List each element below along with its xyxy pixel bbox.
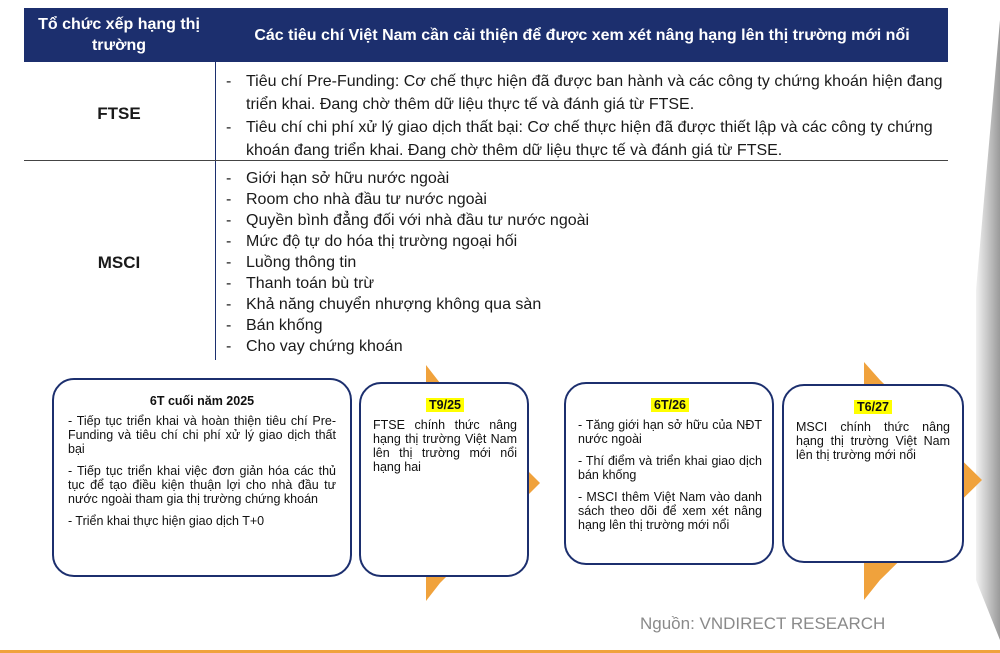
list-item: - Mức độ tự do hóa thị trường ngoại hối bbox=[224, 231, 944, 252]
msci-criteria-list bbox=[224, 168, 944, 357]
timeline-card-t6-27 bbox=[782, 384, 964, 563]
timeline-item: - Tiếp tục triển khai và hoàn thiện tiêu chí Pre-Funding và tiêu chí chi phí xử lý giao dịch thất bại bbox=[68, 414, 336, 456]
timeline-title: 6T cuối năm 2025 bbox=[149, 394, 255, 408]
timeline-item: FTSE chính thức nâng hạng thị trường Việt Nam lên thị trường mới nổi hạng hai bbox=[373, 418, 517, 474]
highlighted-date: T6/27 bbox=[854, 400, 892, 414]
timeline-item: - Tiếp tục triển khai việc đơn giản hóa các thủ tục để tạo điều kiện thuận lợi cho nhà đầu tư nước ngoài tham gia thị trường chứng khoán bbox=[68, 464, 336, 506]
list-item: - Cho vay chứng khoán bbox=[224, 336, 944, 357]
list-item: - Thanh toán bù trừ bbox=[224, 273, 944, 294]
list-item: - Luồng thông tin bbox=[224, 252, 944, 273]
highlighted-date: T9/25 bbox=[426, 398, 464, 412]
row-label-msci: MSCI bbox=[97, 253, 141, 272]
list-item: - Khả năng chuyển nhượng không qua sàn bbox=[224, 294, 944, 315]
timeline-card-h2-2025 bbox=[52, 378, 352, 577]
table-header bbox=[24, 8, 948, 62]
highlighted-date: 6T/26 bbox=[651, 398, 689, 412]
timeline-card-h1-26 bbox=[564, 382, 774, 565]
timeline-title bbox=[578, 398, 762, 412]
timeline-card-t9-25 bbox=[359, 382, 529, 577]
list-item: - Room cho nhà đầu tư nước ngoài bbox=[224, 189, 944, 210]
column-divider bbox=[215, 8, 216, 360]
timeline-item: MSCI chính thức nâng hạng thị trường Việt Nam lên thị trường mới nổi bbox=[796, 420, 950, 462]
row-label-ftse: FTSE bbox=[97, 104, 141, 123]
ftse-criteria-list bbox=[224, 70, 944, 162]
timeline-title bbox=[373, 398, 517, 412]
header-org: Tổ chức xếp hạng thị trường bbox=[38, 16, 200, 54]
source-note: Nguồn: VNDIRECT RESEARCH bbox=[640, 614, 886, 633]
timeline-item: - MSCI thêm Việt Nam vào danh sách theo dõi để xem xét nâng hạng lên thị trường mới nổi bbox=[578, 490, 762, 532]
list-item: - Tiêu chí Pre-Funding: Cơ chế thực hiện đã được ban hành và các công ty chứng khoán hiện đang triển khai. Đang chờ thêm dữ liệu thực tế và đánh giá từ FTSE. bbox=[224, 70, 944, 116]
timeline-item: - Thí điểm và triển khai giao dịch bán khống bbox=[578, 454, 762, 482]
timeline-item: - Tăng giới hạn sở hữu của NĐT nước ngoài bbox=[578, 418, 762, 446]
header-criteria: Các tiêu chí Việt Nam cần cải thiện để được xem xét nâng hạng lên thị trường mới nổi bbox=[254, 26, 910, 44]
list-item: - Bán khống bbox=[224, 315, 944, 336]
list-item: - Giới hạn sở hữu nước ngoài bbox=[224, 168, 944, 189]
list-item: - Tiêu chí chi phí xử lý giao dịch thất bại: Cơ chế thực hiện đã được thiết lập và các công ty chứng khoán đang triển khai. Đang chờ thêm dữ liệu thực tế và đánh giá từ FTSE. bbox=[224, 116, 944, 162]
timeline-title bbox=[796, 400, 950, 414]
timeline-item: - Triển khai thực hiện giao dịch T+0 bbox=[68, 514, 265, 528]
list-item: - Quyền bình đẳng đối với nhà đầu tư nước ngoài bbox=[224, 210, 944, 231]
